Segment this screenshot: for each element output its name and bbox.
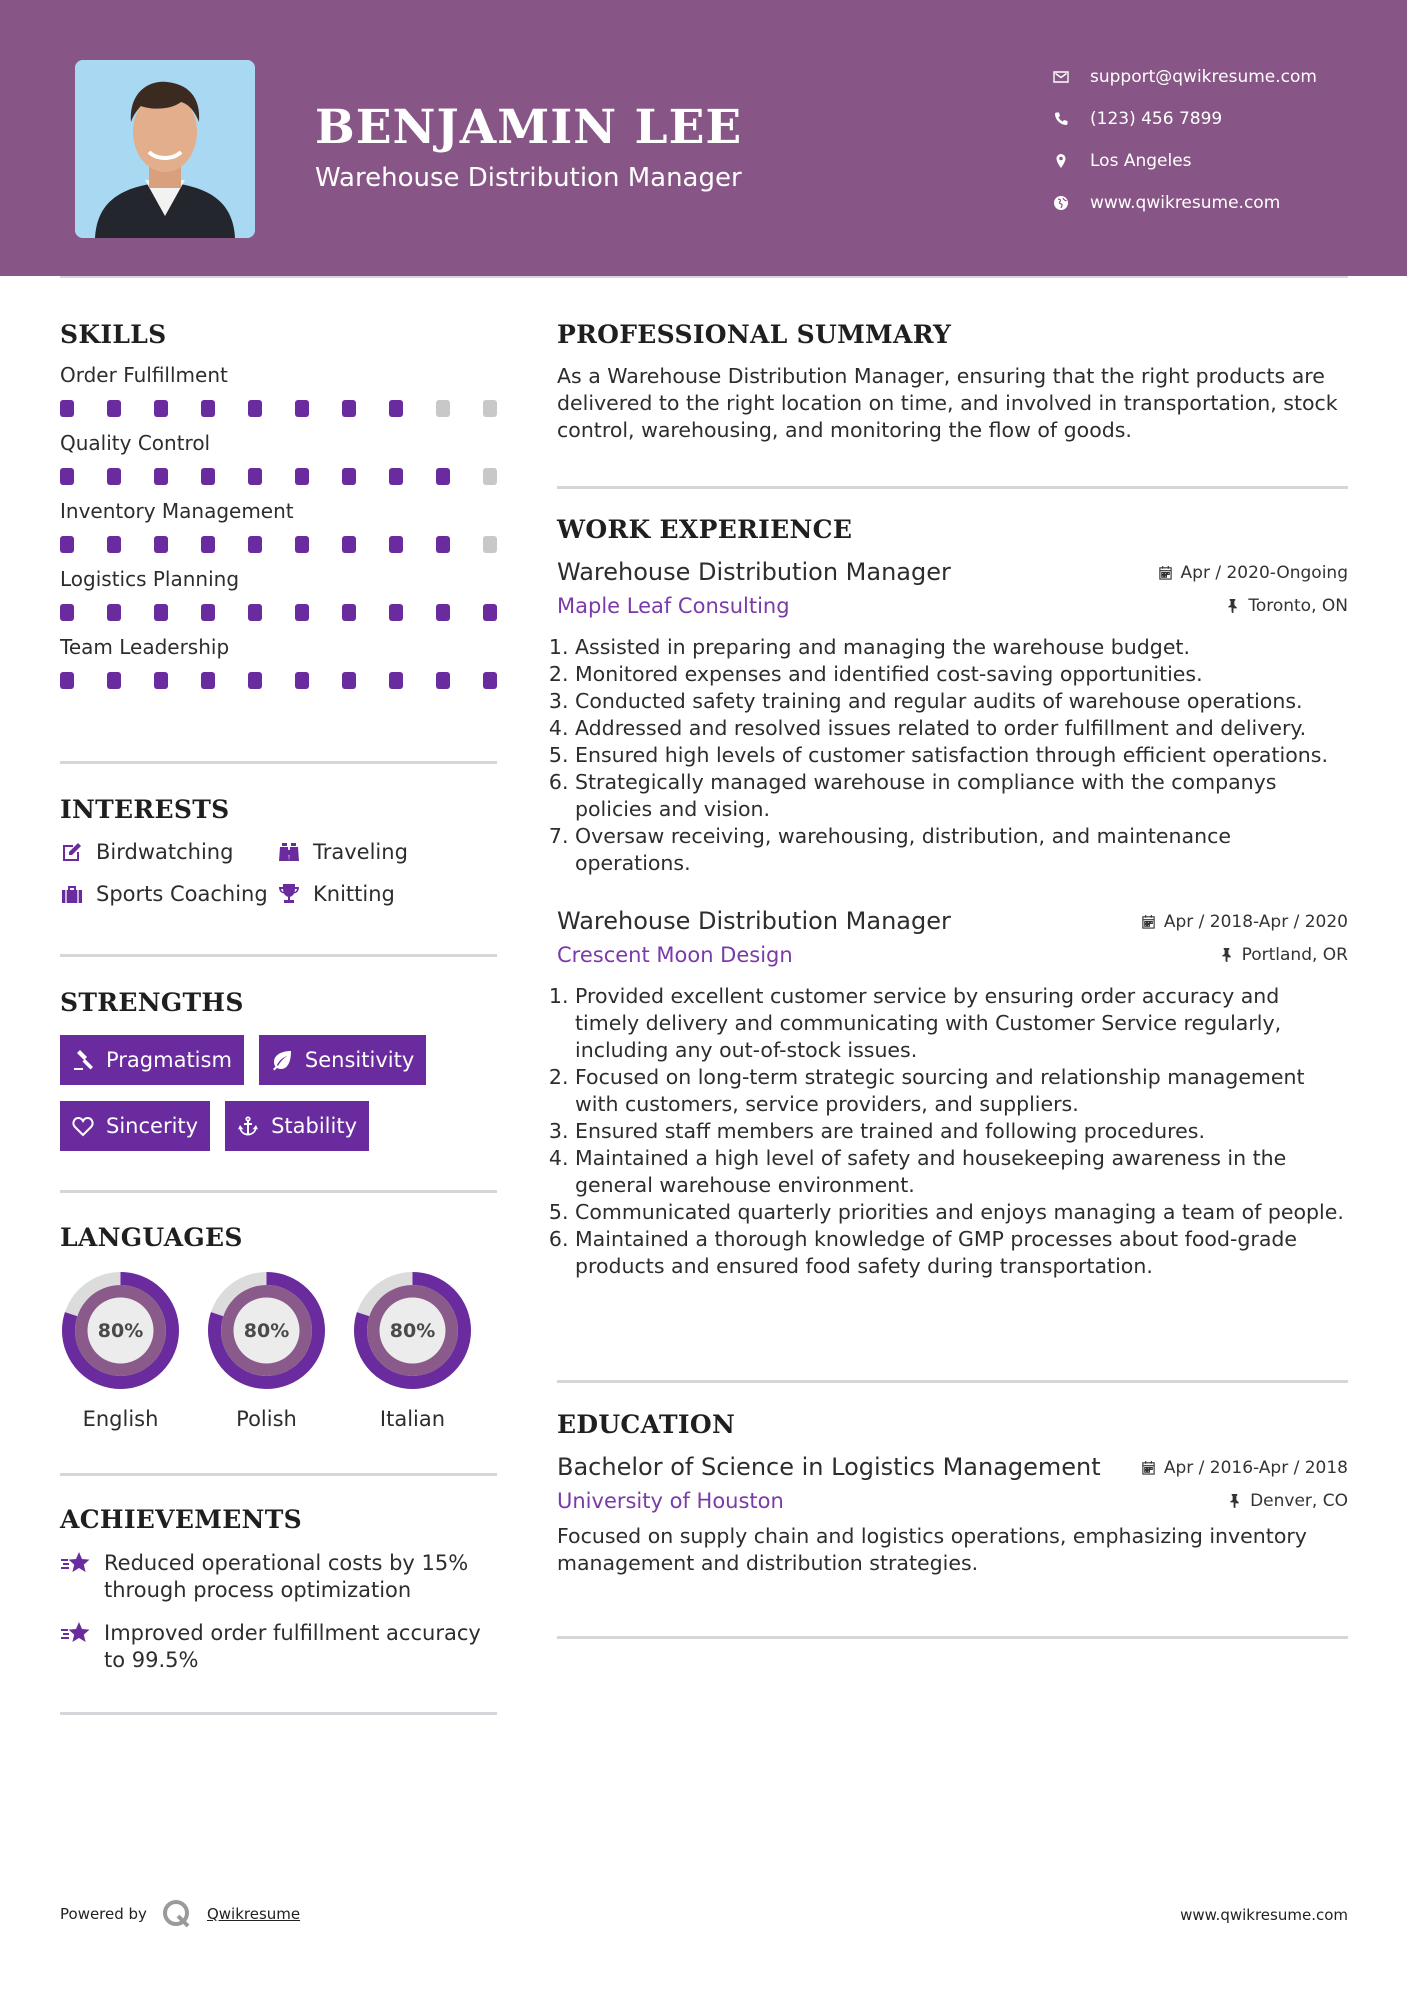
skill-name: Order Fulfillment — [60, 363, 228, 387]
achievements-section — [60, 1505, 497, 1674]
globe-icon — [1053, 195, 1069, 211]
languages-section — [60, 1223, 497, 1431]
strengths-list — [60, 1035, 497, 1151]
pushpin-icon — [1225, 598, 1240, 613]
rating-dot-filled — [389, 604, 403, 621]
strength-chip — [259, 1035, 426, 1085]
rating-dot-filled — [295, 468, 309, 485]
rating-dot-filled — [248, 672, 262, 689]
candidate-name: BENJAMIN LEE — [315, 100, 743, 155]
achievement-item — [60, 1620, 497, 1674]
contact-list — [1050, 56, 1317, 224]
language-item — [60, 1270, 181, 1431]
anchor-icon — [237, 1115, 259, 1137]
language-ring — [206, 1270, 327, 1391]
skill-item — [60, 635, 497, 689]
language-name: Italian — [379, 1407, 446, 1431]
education-section — [557, 1410, 1348, 1577]
contact-email[interactable] — [1050, 56, 1317, 98]
language-ring — [60, 1270, 181, 1391]
rating-dot-filled — [483, 672, 497, 689]
job-location-text: Toronto, ON — [1248, 595, 1348, 616]
section-divider — [60, 1190, 497, 1193]
strength-label: Sensitivity — [304, 1048, 415, 1072]
duty-item: 4. Addressed and resolved issues related to order fulfillment and delivery. — [575, 715, 1348, 742]
duty-item: 3. Conducted safety training and regular audits of warehouse operations. — [575, 688, 1348, 715]
duty-item: 5. Communicated quarterly priorities and enjoys managing a team of people. — [575, 1199, 1348, 1226]
experience-title: WORK EXPERIENCE — [557, 515, 853, 544]
skill-name: Team Leadership — [60, 635, 230, 659]
contact-email-text: support@qwikresume.com — [1090, 67, 1317, 87]
interests-list — [60, 840, 497, 906]
rating-dot-filled — [60, 400, 74, 417]
rating-dot-filled — [60, 672, 74, 689]
skill-name: Logistics Planning — [60, 567, 240, 591]
duty-item: 3. Ensured staff members are trained and following procedures. — [575, 1118, 1348, 1145]
rating-dot-filled — [436, 604, 450, 621]
contact-location-text: Los Angeles — [1090, 151, 1192, 171]
rating-dot-filled — [389, 400, 403, 417]
skill-rating — [60, 672, 497, 689]
skill-name: Inventory Management — [60, 499, 294, 523]
job-location-text: Portland, OR — [1241, 944, 1348, 965]
skill-rating — [60, 536, 497, 553]
section-divider — [60, 1712, 497, 1715]
duty-item: 1. Assisted in preparing and managing the warehouse budget. — [575, 634, 1348, 661]
duty-item: 6. Maintained a thorough knowledge of GMP processes about food-grade products and ensured food safety during transportation. — [575, 1226, 1348, 1280]
rating-dot-filled — [342, 468, 356, 485]
pushpin-icon — [1227, 1493, 1242, 1508]
education-location-text: Denver, CO — [1250, 1490, 1348, 1511]
gavel-icon — [72, 1049, 94, 1071]
skill-item — [60, 567, 497, 621]
footer-powered-by — [60, 1898, 300, 1930]
summary-section — [557, 320, 1348, 444]
skill-item — [60, 499, 497, 553]
rating-dot-filled — [201, 536, 215, 553]
interest-label: Sports Coaching — [96, 882, 268, 906]
section-divider — [60, 954, 497, 957]
interest-item — [277, 840, 497, 864]
skill-item — [60, 431, 497, 485]
rating-dot-filled — [295, 672, 309, 689]
briefcase-icon — [60, 883, 84, 905]
section-divider — [557, 486, 1348, 489]
contact-phone[interactable] — [1050, 98, 1317, 140]
strength-label: Stability — [271, 1114, 358, 1138]
rating-dot-filled — [342, 604, 356, 621]
interests-section — [60, 795, 497, 906]
rating-dot-filled — [201, 672, 215, 689]
qwikresume-logo-icon — [161, 1898, 193, 1930]
rating-dot-filled — [154, 400, 168, 417]
section-divider — [557, 1380, 1348, 1383]
rating-dot-filled — [201, 400, 215, 417]
achievement-item — [60, 1550, 497, 1604]
rating-dot-filled — [248, 468, 262, 485]
summary-text: As a Warehouse Distribution Manager, ensuring that the right products are delivered to the right location on time, and involved in transportation, stock control, warehousing, and monitoring the flow of goods. — [557, 364, 1338, 442]
duty-item: 7. Oversaw receiving, warehousing, distribution, and maintenance operations. — [575, 823, 1348, 877]
leaf-icon — [271, 1049, 293, 1071]
star-icon — [60, 1551, 92, 1577]
language-percent: 80% — [97, 1320, 144, 1342]
achievement-text: Reduced operational costs by 15% through process optimization — [104, 1551, 469, 1602]
rating-dot-filled — [154, 672, 168, 689]
rating-dot-filled — [248, 536, 262, 553]
summary-title: PROFESSIONAL SUMMARY — [557, 320, 952, 349]
interest-item — [60, 840, 277, 864]
rating-dot-filled — [201, 604, 215, 621]
rating-dot-filled — [248, 400, 262, 417]
rating-dot-empty — [483, 468, 497, 485]
section-divider — [60, 761, 497, 764]
rating-dot-filled — [248, 604, 262, 621]
skills-title: SKILLS — [60, 320, 167, 349]
rating-dot-filled — [107, 400, 121, 417]
job-duties — [557, 983, 1348, 1280]
skills-section — [60, 320, 497, 689]
duty-item: 5. Ensured high levels of customer satisfaction through efficient operations. — [575, 742, 1348, 769]
education-dates — [1141, 1458, 1348, 1478]
rating-dot-filled — [295, 400, 309, 417]
binoculars-icon — [277, 841, 301, 863]
pushpin-icon — [1219, 947, 1234, 962]
skill-name: Quality Control — [60, 431, 211, 455]
education-school: University of Houston — [557, 1489, 784, 1513]
rating-dot-filled — [154, 468, 168, 485]
rating-dot-filled — [389, 672, 403, 689]
rating-dot-filled — [107, 604, 121, 621]
achievement-text: Improved order fulfillment accuracy to 99.5% — [104, 1621, 481, 1672]
language-percent: 80% — [243, 1320, 290, 1342]
section-divider — [60, 1473, 497, 1476]
skill-item — [60, 363, 497, 417]
education-location — [1227, 1491, 1348, 1511]
job-location — [1225, 596, 1348, 616]
language-name: Polish — [236, 1407, 297, 1431]
strength-label: Pragmatism — [106, 1048, 232, 1072]
skill-rating — [60, 400, 497, 417]
interest-item — [277, 882, 497, 906]
education-description: Focused on supply chain and logistics operations, emphasizing inventory management and distribution strategies. — [557, 1524, 1307, 1575]
language-ring — [352, 1270, 473, 1391]
job-entry — [557, 907, 1348, 1280]
skill-rating — [60, 604, 497, 621]
rating-dot-filled — [107, 468, 121, 485]
duty-item: 6. Strategically managed warehouse in compliance with the companys policies and vision. — [575, 769, 1348, 823]
rating-dot-filled — [389, 536, 403, 553]
rating-dot-filled — [295, 536, 309, 553]
interest-label: Knitting — [313, 882, 395, 906]
job-company: Crescent Moon Design — [557, 943, 793, 967]
language-item — [206, 1270, 327, 1431]
envelope-icon — [1053, 69, 1069, 85]
job-location — [1219, 945, 1348, 965]
calendar-icon — [1158, 565, 1173, 580]
calendar-icon — [1141, 914, 1156, 929]
language-percent: 80% — [389, 1320, 436, 1342]
rating-dot-filled — [154, 604, 168, 621]
job-dates — [1158, 563, 1348, 583]
experience-section — [557, 515, 1348, 1280]
heart-icon — [72, 1115, 94, 1137]
contact-website[interactable] — [1050, 182, 1317, 224]
language-name: English — [82, 1407, 159, 1431]
edit-icon — [60, 841, 84, 863]
phone-icon — [1053, 111, 1069, 127]
languages-title: LANGUAGES — [60, 1223, 243, 1252]
rating-dot-empty — [436, 400, 450, 417]
skill-rating — [60, 468, 497, 485]
strengths-title: STRENGTHS — [60, 988, 244, 1017]
job-dates-text: Apr / 2020-Ongoing — [1180, 562, 1348, 583]
footer-url[interactable]: www.qwikresume.com — [1180, 1906, 1348, 1924]
skills-list — [60, 363, 497, 689]
job-dates-text: Apr / 2018-Apr / 2020 — [1163, 911, 1348, 932]
rating-dot-filled — [107, 536, 121, 553]
duty-item: 4. Maintained a high level of safety and housekeeping awareness in the general warehouse environment. — [575, 1145, 1348, 1199]
job-entry — [557, 558, 1348, 877]
education-degree: Bachelor of Science in Logistics Management — [557, 1453, 1101, 1481]
rating-dot-filled — [107, 672, 121, 689]
interest-label: Traveling — [313, 840, 408, 864]
job-company: Maple Leaf Consulting — [557, 594, 790, 618]
job-dates — [1141, 912, 1348, 932]
rating-dot-filled — [342, 536, 356, 553]
powered-by-text: Powered by — [60, 1905, 147, 1923]
map-pin-icon — [1053, 153, 1069, 169]
rating-dot-empty — [483, 536, 497, 553]
languages-list — [60, 1270, 497, 1431]
strength-chip — [60, 1035, 244, 1085]
rating-dot-filled — [436, 672, 450, 689]
rating-dot-empty — [483, 400, 497, 417]
contact-location — [1050, 140, 1317, 182]
rating-dot-filled — [436, 536, 450, 553]
profile-photo — [75, 60, 255, 238]
job-duties — [557, 634, 1348, 877]
rating-dot-filled — [436, 468, 450, 485]
duty-item: 2. Monitored expenses and identified cost-saving opportunities. — [575, 661, 1348, 688]
rating-dot-filled — [389, 468, 403, 485]
strength-label: Sincerity — [106, 1114, 199, 1138]
strength-chip — [225, 1101, 369, 1151]
section-divider — [557, 1636, 1348, 1639]
job-title: Warehouse Distribution Manager — [557, 558, 951, 586]
contact-phone-text: (123) 456 7899 — [1090, 109, 1223, 129]
rating-dot-filled — [342, 400, 356, 417]
interest-label: Birdwatching — [96, 840, 234, 864]
contact-website-text: www.qwikresume.com — [1090, 193, 1281, 213]
header-banner — [0, 0, 1407, 276]
education-title: EDUCATION — [557, 1410, 736, 1439]
achievements-title: ACHIEVEMENTS — [60, 1505, 302, 1534]
rating-dot-filled — [295, 604, 309, 621]
interest-item — [60, 882, 277, 906]
rating-dot-filled — [60, 536, 74, 553]
rating-dot-filled — [342, 672, 356, 689]
rating-dot-filled — [483, 604, 497, 621]
qwikresume-link[interactable]: Qwikresume — [206, 1905, 301, 1923]
calendar-icon — [1141, 1460, 1156, 1475]
candidate-role: Warehouse Distribution Manager — [315, 163, 742, 193]
rating-dot-filled — [154, 536, 168, 553]
strengths-section — [60, 988, 497, 1151]
rating-dot-filled — [201, 468, 215, 485]
header-divider — [60, 276, 1348, 278]
rating-dot-filled — [60, 468, 74, 485]
rating-dot-filled — [60, 604, 74, 621]
education-dates-text: Apr / 2016-Apr / 2018 — [1163, 1457, 1348, 1478]
language-item — [352, 1270, 473, 1431]
interests-title: INTERESTS — [60, 795, 230, 824]
duty-item: 2. Focused on long-term strategic sourcing and relationship management with customers, service providers, and suppliers. — [575, 1064, 1348, 1118]
trophy-icon — [277, 883, 301, 905]
job-title: Warehouse Distribution Manager — [557, 907, 951, 935]
strength-chip — [60, 1101, 210, 1151]
person-portrait-icon — [75, 60, 255, 238]
duty-item: 1. Provided excellent customer service by ensuring order accuracy and timely delivery and communicating with Customer Service regularly, including any out-of-stock issues. — [575, 983, 1348, 1064]
star-icon — [60, 1621, 92, 1647]
